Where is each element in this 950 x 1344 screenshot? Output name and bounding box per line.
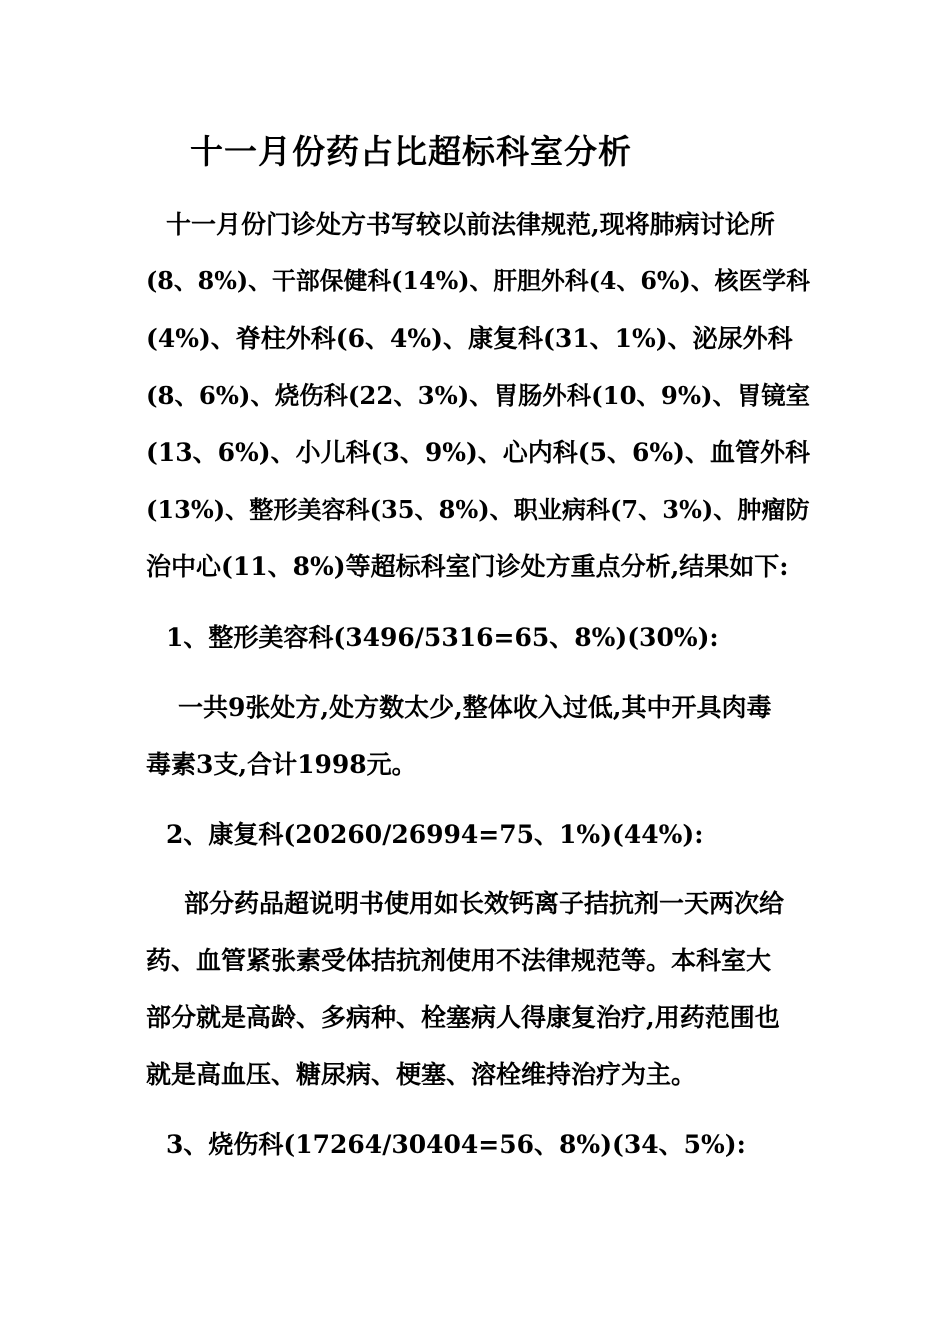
section-2-line-3: 部分就是高龄、多病种、栓塞病人得康复治疗,用药范围也 xyxy=(146,1003,780,1032)
intro-line-6: (13%)、整形美容科(35、8%)、职业病科(7、3%)、肿瘤防 xyxy=(146,495,810,524)
intro-line-5: (13、6%)、小儿科(3、9%)、心内科(5、6%)、血管外科 xyxy=(146,438,811,467)
section-3-heading: 3、烧伤科(17264/30404=56、8%)(34、5%): xyxy=(166,1130,746,1159)
section-1-heading: 1、整形美容科(3496/5316=65、8%)(30%): xyxy=(166,623,719,652)
section-2-heading: 2、康复科(20260/26994=75、1%)(44%): xyxy=(166,820,704,849)
intro-line-7: 治中心(11、8%)等超标科室门诊处方重点分析,结果如下: xyxy=(146,552,789,581)
intro-line-4: (8、6%)、烧伤科(22、3%)、胃肠外科(10、9%)、胃镜室 xyxy=(146,381,810,410)
intro-line-3: (4%)、脊柱外科(6、4%)、康复科(31、1%)、泌尿外科 xyxy=(146,324,793,353)
intro-line-2: (8、8%)、干部保健科(14%)、肝胆外科(4、6%)、核医学科 xyxy=(146,267,810,295)
section-2-line-2: 药、血管紧张素受体拮抗剂使用不法律规范等。本科室大 xyxy=(146,946,772,975)
page-title: 十一月份药占比超标科室分析 xyxy=(190,132,632,171)
intro-line-1: 十一月份门诊处方书写较以前法律规范,现将肺病讨论所 xyxy=(166,210,775,239)
section-1-line-2: 毒素3支,合计1998元。 xyxy=(146,750,417,779)
section-2-line-4: 就是高血压、糖尿病、梗塞、溶栓维持治疗为主。 xyxy=(146,1060,697,1089)
section-1-line-1: 一共9张处方,处方数太少,整体收入过低,其中开具肉毒 xyxy=(178,693,772,722)
section-2-line-1: 部分药品超说明书使用如长效钙离子拮抗剂一天两次给 xyxy=(184,889,785,918)
